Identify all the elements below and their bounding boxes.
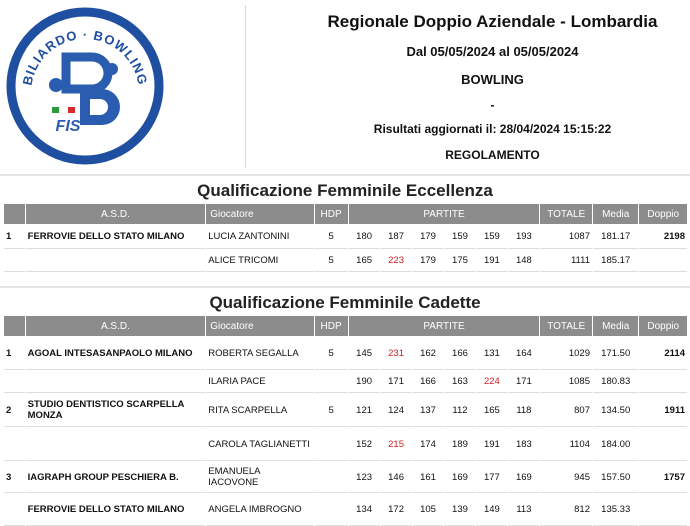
club-cell <box>26 250 206 272</box>
hdp-header: HDP <box>315 204 348 224</box>
total-cell: 807 <box>540 394 592 427</box>
doppio-cell: 2198 <box>639 225 687 249</box>
fis-logo-graphic <box>4 5 166 167</box>
partite-header: PARTITE <box>349 204 540 224</box>
asd-header: A.S.D. <box>26 316 206 336</box>
player-cell: EMANUELA IACOVONE <box>206 462 313 493</box>
game-score-cell: 161 <box>413 462 444 493</box>
game-score-cell: 105 <box>413 494 444 526</box>
rank-cell <box>4 371 25 393</box>
table-row <box>4 428 687 461</box>
game-score-cell: 223 <box>381 250 412 272</box>
game-score-cell: 169 <box>444 462 475 493</box>
game-score-cell: 163 <box>444 371 475 393</box>
game-score-cell: 191 <box>476 428 507 461</box>
game-score-cell: 191 <box>476 250 507 272</box>
game-score-cell: 172 <box>381 494 412 526</box>
media-header: Media <box>593 204 638 224</box>
hdp-cell: 5 <box>315 225 348 249</box>
table-header-row <box>4 316 687 336</box>
game-score-cell: 165 <box>349 250 380 272</box>
doppio-cell <box>639 428 687 461</box>
asd-header: A.S.D. <box>26 204 206 224</box>
game-score-cell: 174 <box>413 428 444 461</box>
total-cell: 1029 <box>540 337 592 370</box>
hdp-cell: 5 <box>315 394 348 427</box>
game-score-cell: 121 <box>349 394 380 427</box>
game-score-cell: 149 <box>476 494 507 526</box>
media-cell: 185.17 <box>593 250 638 272</box>
doppio-cell <box>639 494 687 526</box>
hdp-cell: 5 <box>315 337 348 370</box>
player-header: Giocatore <box>206 204 313 224</box>
rank-cell: 1 <box>4 225 25 249</box>
header-divider <box>245 5 246 168</box>
club-cell: FERROVIE DELLO STATO MILANO <box>26 225 206 249</box>
hdp-cell <box>315 371 348 393</box>
page-header <box>0 0 690 170</box>
game-score-cell: 131 <box>476 337 507 370</box>
regolamento-link[interactable]: REGOLAMENTO <box>445 148 540 162</box>
rank-cell: 2 <box>4 394 25 427</box>
rank-cell: 3 <box>4 462 25 493</box>
totale-header: TOTALE <box>540 204 592 224</box>
game-score-cell: 118 <box>508 394 539 427</box>
hdp-header: HDP <box>315 316 348 336</box>
fis-logo <box>4 5 166 167</box>
game-score-cell: 187 <box>381 225 412 249</box>
page-title: Regionale Doppio Aziendale - Lombardia <box>327 12 658 31</box>
doppio-header: Doppio <box>639 316 687 336</box>
table-row <box>4 494 687 526</box>
game-score-cell: 166 <box>444 337 475 370</box>
pos-header <box>4 316 25 336</box>
player-cell: CAROLA TAGLIANETTI <box>206 428 313 461</box>
game-score-cell: 165 <box>476 394 507 427</box>
doppio-cell <box>639 250 687 272</box>
game-score-cell: 139 <box>444 494 475 526</box>
doppio-cell: 1757 <box>639 462 687 493</box>
media-cell: 135.33 <box>593 494 638 526</box>
total-cell: 1104 <box>540 428 592 461</box>
section-title: Qualificazione Femminile Cadette <box>209 293 481 312</box>
total-cell: 812 <box>540 494 592 526</box>
player-cell: ALICE TRICOMI <box>206 250 313 272</box>
club-cell: FERROVIE DELLO STATO MILANO <box>26 494 206 526</box>
player-cell: RITA SCARPELLA <box>206 394 313 427</box>
media-cell: 157.50 <box>593 462 638 493</box>
game-score-cell: 112 <box>444 394 475 427</box>
game-score-cell: 159 <box>476 225 507 249</box>
player-cell: ROBERTA SEGALLA <box>206 337 313 370</box>
logo-fis-text: FIS <box>55 118 81 135</box>
rank-cell <box>4 250 25 272</box>
player-cell: LUCIA ZANTONINI <box>206 225 313 249</box>
rank-cell <box>4 428 25 461</box>
game-score-cell: 134 <box>349 494 380 526</box>
game-score-cell: 113 <box>508 494 539 526</box>
hdp-cell <box>315 462 348 493</box>
totale-header: TOTALE <box>540 316 592 336</box>
sport-label: BOWLING <box>461 72 524 87</box>
game-score-cell: 175 <box>444 250 475 272</box>
doppio-cell: 1911 <box>639 394 687 427</box>
game-score-cell: 190 <box>349 371 380 393</box>
logo-arc-text: BILIARDO · BOWLING <box>19 26 151 87</box>
game-score-cell: 152 <box>349 428 380 461</box>
results-table <box>3 203 688 273</box>
table-row <box>4 462 687 493</box>
game-score-cell: 179 <box>413 250 444 272</box>
club-cell: AGOAL INTESASANPAOLO MILANO <box>26 337 206 370</box>
game-score-cell: 179 <box>413 225 444 249</box>
game-score-cell: 137 <box>413 394 444 427</box>
game-score-cell: 159 <box>444 225 475 249</box>
game-score-cell: 171 <box>381 371 412 393</box>
total-cell: 1085 <box>540 371 592 393</box>
table-row <box>4 250 687 272</box>
game-score-cell: 166 <box>413 371 444 393</box>
game-score-cell: 148 <box>508 250 539 272</box>
game-score-cell: 231 <box>381 337 412 370</box>
media-cell: 171.50 <box>593 337 638 370</box>
media-cell: 134.50 <box>593 394 638 427</box>
hdp-cell: 5 <box>315 250 348 272</box>
total-cell: 1087 <box>540 225 592 249</box>
club-cell: IAGRAPH GROUP PESCHIERA B. <box>26 462 206 493</box>
section-title: Qualificazione Femminile Eccellenza <box>197 181 493 200</box>
table-row <box>4 371 687 393</box>
rank-cell <box>4 494 25 526</box>
table-header-row <box>4 204 687 224</box>
doppio-cell <box>639 371 687 393</box>
hdp-cell <box>315 428 348 461</box>
hdp-cell <box>315 494 348 526</box>
total-cell: 1111 <box>540 250 592 272</box>
pos-header <box>4 204 25 224</box>
game-score-cell: 146 <box>381 462 412 493</box>
header-dash: - <box>490 98 495 112</box>
game-score-cell: 183 <box>508 428 539 461</box>
section-divider <box>0 286 690 288</box>
table-row <box>4 225 687 249</box>
event-dates: Dal 05/05/2024 al 05/05/2024 <box>406 44 579 59</box>
game-score-cell: 123 <box>349 462 380 493</box>
last-updated: Risultati aggiornati il: 28/04/2024 15:15:22 <box>373 122 612 136</box>
game-score-cell: 189 <box>444 428 475 461</box>
player-header: Giocatore <box>206 316 313 336</box>
player-cell: ILARIA PACE <box>206 371 313 393</box>
game-score-cell: 193 <box>508 225 539 249</box>
game-score-cell: 162 <box>413 337 444 370</box>
club-cell <box>26 428 206 461</box>
media-cell: 184.00 <box>593 428 638 461</box>
game-score-cell: 180 <box>349 225 380 249</box>
media-header: Media <box>593 316 638 336</box>
game-score-cell: 177 <box>476 462 507 493</box>
game-score-cell: 124 <box>381 394 412 427</box>
total-cell: 945 <box>540 462 592 493</box>
media-cell: 180.83 <box>593 371 638 393</box>
table-row <box>4 394 687 427</box>
table-row <box>4 337 687 370</box>
game-score-cell: 171 <box>508 371 539 393</box>
results-table <box>3 315 688 526</box>
media-cell: 181.17 <box>593 225 638 249</box>
game-score-cell: 169 <box>508 462 539 493</box>
player-cell: ANGELA IMBROGNO <box>206 494 313 526</box>
section-divider <box>0 174 690 176</box>
doppio-cell: 2114 <box>639 337 687 370</box>
doppio-header: Doppio <box>639 204 687 224</box>
game-score-cell: 145 <box>349 337 380 370</box>
game-score-cell: 224 <box>476 371 507 393</box>
club-cell: STUDIO DENTISTICO SCARPELLA MONZA <box>26 394 206 427</box>
rank-cell: 1 <box>4 337 25 370</box>
game-score-cell: 215 <box>381 428 412 461</box>
partite-header: PARTITE <box>349 316 540 336</box>
club-cell <box>26 371 206 393</box>
game-score-cell: 164 <box>508 337 539 370</box>
